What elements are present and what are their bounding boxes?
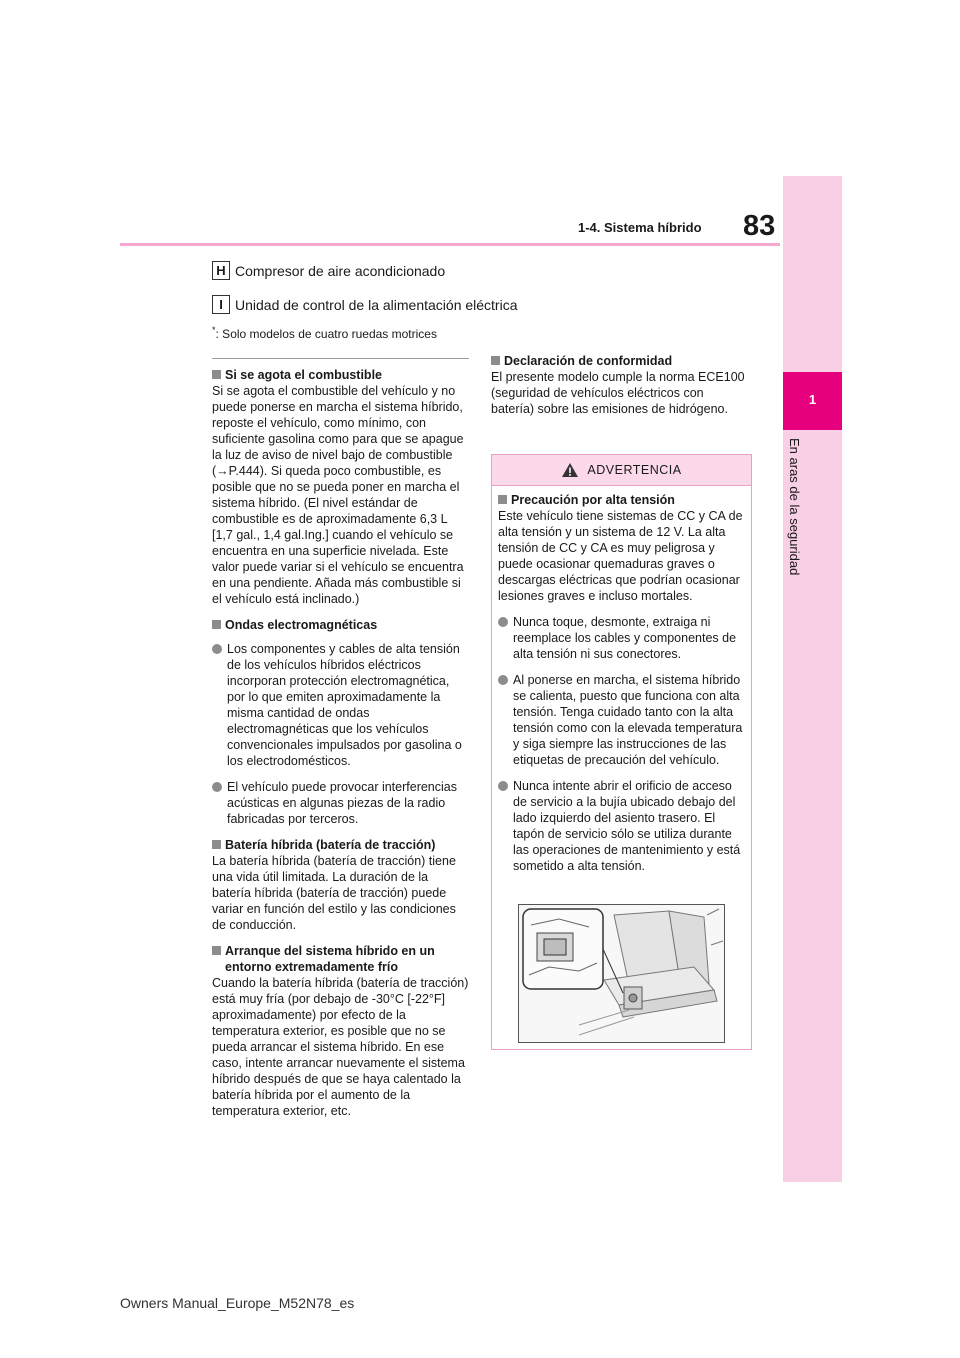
list-item: [498, 614, 745, 662]
section-text: Si se agota el combustible del vehículo y no puede ponerse en marcha el sistema híbrido, reposte el vehículo, como mínimo, con suficiente gasolina como para que se apague la luz de aviso de nivel bajo de combustible (→P.444). Si queda poco combustible, es posible que no se pueda poner en marcha el sistema híbrido. (El nivel estándar de combustible es de aproximadamente 6,3 L [1,7 gal., 1,4 gal.Ing.] cuando el vehículo se encuentra en una superficie nivelada. Este valor puede variar si el vehículo se encuentra en una pendiente. Añada más combustible si el vehículo está inclinado.): [212, 384, 464, 606]
warning-body: [492, 486, 751, 874]
rear-seat-illustration: [519, 905, 724, 1042]
square-bullet-icon: [212, 370, 221, 379]
section-heading: [491, 353, 749, 369]
section-heading: [212, 367, 470, 383]
page-number: 83: [743, 210, 776, 242]
list-item-text: Nunca toque, desmonte, extraiga ni reemplace los cables y componentes de alta tensión ni sus conectores.: [513, 615, 737, 661]
section-title: 1-4. Sistema híbrido: [578, 220, 702, 235]
conformity-section: [491, 353, 749, 417]
warning-heading: [498, 492, 745, 508]
legend-item-h: [212, 261, 445, 280]
list-item: [498, 672, 745, 768]
heading-text: Arranque del sistema híbrido en un entorno extremadamente frío: [225, 944, 435, 974]
right-column: [491, 353, 749, 427]
legend-text: Compresor de aire acondicionado: [235, 262, 446, 279]
heading-text: Si se agota el combustible: [225, 368, 382, 382]
legend-text: Unidad de control de la alimentación eléctrica: [235, 296, 518, 313]
cold-start-section: [212, 943, 470, 1119]
section-text: Cuando la batería híbrida (batería de tracción) está muy fría (por debajo de -30°C [-22°F] aproximadamente) por efecto de la temperatura exterior, es posible que no se pueda arrancar el sistema híbrido. En ese caso, intente arrancar nuevamente el sistema híbrido después de que se haya calentado la batería híbrida por el aumento de la temperatura exterior, etc.: [212, 976, 469, 1118]
footnote: [212, 325, 437, 341]
left-column: [212, 367, 470, 1129]
round-bullet-icon: [498, 675, 508, 685]
left-divider: [212, 358, 469, 359]
section-heading: [212, 617, 470, 633]
fuel-section: [212, 367, 470, 607]
square-bullet-icon: [212, 840, 221, 849]
list-item: [212, 641, 470, 769]
warning-triangle-icon: [561, 462, 579, 478]
square-bullet-icon: [212, 946, 221, 955]
square-bullet-icon: [212, 620, 221, 629]
list-item: [498, 778, 745, 874]
side-tab: [783, 176, 842, 1182]
footnote-text: : Solo modelos de cuatro ruedas motrices: [215, 327, 437, 341]
section-heading: [212, 837, 470, 853]
legend-letter-box: H: [212, 261, 230, 280]
heading-text: Declaración de conformidad: [504, 354, 673, 368]
footnote-mark: *: [212, 325, 216, 335]
legend-item-i: [212, 295, 518, 314]
heading-text: Precaución por alta tensión: [511, 493, 675, 507]
round-bullet-icon: [498, 617, 508, 627]
warning-header: [492, 455, 751, 486]
round-bullet-icon: [498, 781, 508, 791]
service-plug-figure: [518, 904, 725, 1043]
warning-title: ADVERTENCIA: [587, 463, 682, 477]
battery-section: [212, 837, 470, 933]
section-heading: [212, 943, 470, 975]
square-bullet-icon: [491, 356, 500, 365]
warning-box: [491, 454, 752, 1050]
warning-text: Este vehículo tiene sistemas de CC y CA de alta tensión y un sistema de 12 V. La alta tensión de CC y CA es muy peligrosa y puede ocasionar quemaduras graves o descargas eléctricas que podrían ocasionar lesiones graves e incluso mortales.: [498, 509, 743, 603]
section-text: La batería híbrida (batería de tracción) tiene una vida útil limitada. La duración de la batería híbrida (batería de tracción) puede variar en función del estilo y las condiciones de conducción.: [212, 854, 456, 932]
list-item: [212, 779, 470, 827]
list-item-text: Nunca intente abrir el orificio de acceso de servicio a la bujía ubicado debajo del lado izquierdo del asiento trasero. El tapón de servicio sólo se utiliza durante las operaciones de mantenimiento y está sometido a alta tensión.: [513, 779, 741, 873]
heading-text: Ondas electromagnéticas: [225, 618, 378, 632]
round-bullet-icon: [212, 782, 222, 792]
section-text: El presente modelo cumple la norma ECE100 (seguridad de vehículos eléctricos con batería) sobre las emisiones de hidrógeno.: [491, 370, 745, 416]
list-item-text: El vehículo puede provocar interferencias acústicas en algunas piezas de la radio fabricadas por terceros.: [227, 780, 457, 826]
chapter-number: 1: [808, 392, 817, 407]
round-bullet-icon: [212, 644, 222, 654]
header-rule: [120, 243, 780, 246]
chapter-title: En aras de la seguridad: [787, 438, 802, 576]
list-item-text: Al ponerse en marcha, el sistema híbrido se calienta, puesto que funciona con alta tensión. Tenga cuidado tanto con la alta tensión como con la elevada temperatura y siga siempre las instrucciones de las etiquetas de precaución del vehículo.: [513, 673, 743, 767]
square-bullet-icon: [498, 495, 507, 504]
list-item-text: Los componentes y cables de alta tensión de los vehículos híbridos eléctricos incorporan protección electromagnética, por lo que emiten aproximadamente la misma cantidad de ondas electromagnéticas que los vehículos convencionales impulsados por gasolina o los electrodomésticos.: [227, 642, 462, 768]
em-waves-section: [212, 617, 470, 827]
footer-text: Owners Manual_Europe_M52N78_es: [120, 1295, 355, 1311]
heading-text: Batería híbrida (batería de tracción): [225, 838, 436, 852]
legend-letter-box: I: [212, 295, 230, 314]
